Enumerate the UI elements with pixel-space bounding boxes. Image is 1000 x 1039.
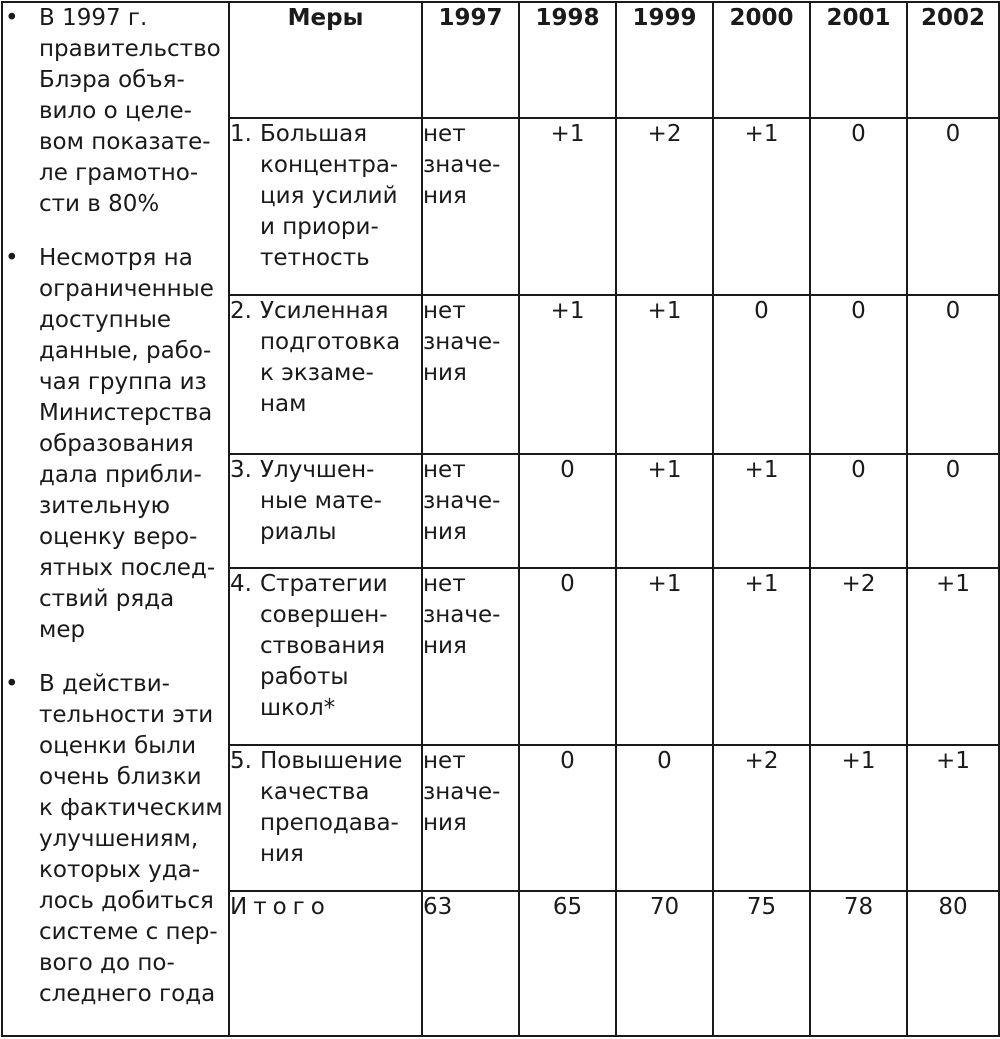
total-2001: 78 <box>810 891 907 1036</box>
measures-table <box>1 1 1000 1037</box>
measure-cell <box>229 568 422 745</box>
value-2002: +1 <box>907 568 999 745</box>
value-1999: 0 <box>616 745 713 891</box>
value-1997: нет значе- ния <box>422 118 519 295</box>
value-1999: +1 <box>616 568 713 745</box>
total-1999: 70 <box>616 891 713 1036</box>
header-year: 2001 <box>810 2 907 118</box>
total-2000: 75 <box>713 891 810 1036</box>
value-1997: нет значе- ния <box>422 295 519 454</box>
measure-number: 2. <box>230 298 252 324</box>
total-1998: 65 <box>519 891 616 1036</box>
value-1998: 0 <box>519 568 616 745</box>
bullet-item: • Несмотря на ограниченные доступные данные, рабо- чая группа из Министерства образования дала прибли- зительную оценку веро- ятных послед- ствий ряда мер <box>3 243 228 646</box>
measure-label: Улучшен- ные мате- риалы <box>260 457 382 545</box>
header-row <box>2 2 999 118</box>
measure-number: 1. <box>230 121 252 147</box>
value-1997: нет значе- ния <box>422 745 519 891</box>
value-2000: +1 <box>713 454 810 568</box>
bullet-item: • В действи- тельности эти оценки были очень близки к фактическим улучшениям, которых уда- лось добиться системе с пер- вого до по- следнего года <box>3 669 228 1010</box>
measure-label: Стратегии совершен- ствования работы школ* <box>260 571 388 721</box>
total-2002: 80 <box>907 891 999 1036</box>
value-2000: 0 <box>713 295 810 454</box>
value-2001: 0 <box>810 454 907 568</box>
value-2001: 0 <box>810 295 907 454</box>
value-2002: 0 <box>907 454 999 568</box>
measure-number: 4. <box>230 571 252 597</box>
value-2001: +2 <box>810 568 907 745</box>
header-year: 2000 <box>713 2 810 118</box>
header-measures: Меры <box>229 2 422 118</box>
value-1998: 0 <box>519 454 616 568</box>
value-2001: +1 <box>810 745 907 891</box>
value-1998: +1 <box>519 118 616 295</box>
measure-cell <box>229 454 422 568</box>
value-2000: +2 <box>713 745 810 891</box>
value-2002: +1 <box>907 745 999 891</box>
bullet-item: • В 1997 г. правительство Блэра объя- вило о целе- вом показате- ле грамотно- сти в 80% <box>3 3 228 220</box>
value-1999: +1 <box>616 295 713 454</box>
total-1997: 63 <box>422 891 519 1036</box>
value-2001: 0 <box>810 118 907 295</box>
value-2002: 0 <box>907 118 999 295</box>
value-2000: +1 <box>713 568 810 745</box>
value-1997: нет значе- ния <box>422 454 519 568</box>
measure-label: Усиленная подготовка к экзаме- нам <box>260 298 401 417</box>
measure-label: Повышение качества преподава- ния <box>260 748 403 867</box>
bullets-cell <box>2 2 229 1036</box>
bullet-list <box>3 3 228 1010</box>
value-2000: +1 <box>713 118 810 295</box>
total-label: Итого <box>229 891 422 1036</box>
header-year: 2002 <box>907 2 999 118</box>
value-2002: 0 <box>907 295 999 454</box>
header-year: 1998 <box>519 2 616 118</box>
value-1999: +1 <box>616 454 713 568</box>
measure-cell <box>229 118 422 295</box>
header-year: 1999 <box>616 2 713 118</box>
measure-label: Большая концентра- ция усилий и приори- тетность <box>260 121 399 271</box>
value-1997: нет значе- ния <box>422 568 519 745</box>
value-1998: 0 <box>519 745 616 891</box>
header-year: 1997 <box>422 2 519 118</box>
value-1999: +2 <box>616 118 713 295</box>
measure-number: 5. <box>230 748 252 774</box>
measure-cell <box>229 745 422 891</box>
measure-number: 3. <box>230 457 252 483</box>
value-1998: +1 <box>519 295 616 454</box>
measure-cell <box>229 295 422 454</box>
